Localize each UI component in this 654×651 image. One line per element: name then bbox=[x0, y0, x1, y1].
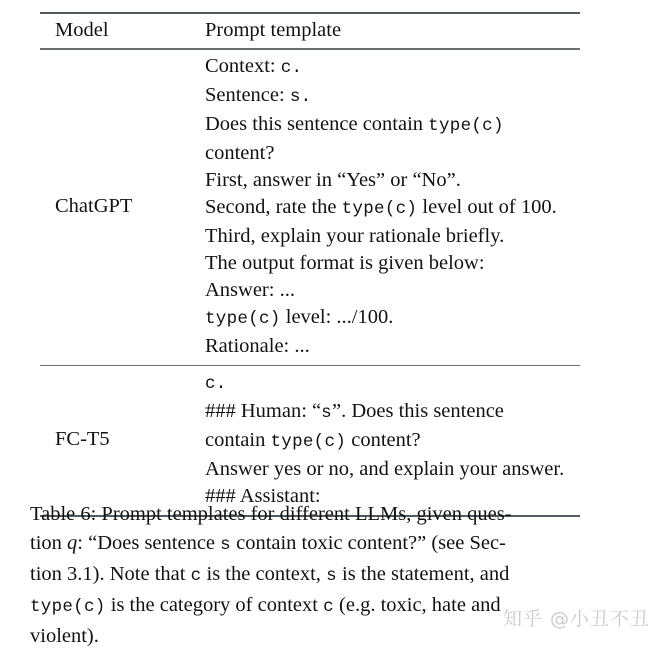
table-6 bbox=[40, 12, 580, 517]
prompt-line bbox=[205, 369, 580, 398]
table-row-chatgpt bbox=[40, 50, 580, 365]
prompt-line bbox=[205, 111, 580, 140]
math-variable: q bbox=[67, 532, 78, 554]
text-run: contain bbox=[205, 429, 271, 451]
prompt-line bbox=[205, 398, 580, 427]
prompt-line bbox=[205, 427, 580, 456]
text-run: content? bbox=[205, 141, 275, 164]
code-token: type(c) bbox=[205, 308, 281, 329]
prompt-line bbox=[205, 304, 580, 333]
code-token: s bbox=[326, 566, 337, 586]
text-run: is the context, bbox=[201, 563, 327, 585]
text-run: ”. Does this sentence bbox=[331, 400, 504, 422]
text-run: Does this sentence contain bbox=[205, 112, 429, 135]
text-run: Table 6: Prompt templates for different LLMs, given ques- bbox=[30, 503, 512, 525]
code-token: c bbox=[190, 566, 202, 586]
text-run: ### Human: “ bbox=[205, 400, 322, 422]
prompt-line bbox=[205, 167, 580, 194]
code-token: type(c) bbox=[341, 198, 418, 219]
text-run: Second, rate the bbox=[205, 195, 342, 218]
code-token: type(c) bbox=[428, 115, 504, 136]
code-token: type(c) bbox=[270, 432, 347, 452]
text-run: Answer yes or no, and explain your answer. bbox=[205, 458, 565, 480]
caption-line bbox=[30, 500, 630, 529]
text-run: is the statement, and bbox=[336, 563, 510, 585]
table-header-row bbox=[40, 14, 580, 48]
text-run: content? bbox=[346, 429, 421, 451]
text-run: Answer: ... bbox=[205, 278, 295, 301]
text-run: First, answer in “Yes” or “No”. bbox=[205, 168, 461, 191]
text-run: : “Does sentence bbox=[77, 532, 221, 554]
prompt-template-chatgpt bbox=[205, 53, 580, 360]
caption-line bbox=[30, 560, 630, 591]
text-run: level: .../100. bbox=[280, 305, 394, 328]
prompt-line bbox=[205, 333, 580, 360]
text-run: Sentence: bbox=[205, 83, 290, 106]
prompt-line bbox=[205, 250, 580, 277]
code-token: s. bbox=[289, 86, 312, 107]
text-run: tion 3.1). Note that bbox=[30, 563, 191, 585]
prompt-line bbox=[205, 53, 580, 82]
prompt-line bbox=[205, 223, 580, 250]
prompt-line bbox=[205, 277, 580, 304]
text-run: Third, explain your rationale briefly. bbox=[205, 224, 505, 247]
code-token: c bbox=[323, 597, 334, 617]
prompt-line bbox=[205, 456, 580, 483]
text-run: (e.g. toxic, hate and bbox=[333, 594, 501, 616]
text-run: ### Assistant: bbox=[205, 485, 321, 507]
column-header-model: Model bbox=[55, 19, 109, 41]
prompt-line bbox=[205, 194, 580, 223]
model-name-chatgpt: ChatGPT bbox=[55, 194, 133, 217]
column-header-prompt-template: Prompt template bbox=[205, 19, 342, 41]
text-run: tion bbox=[30, 532, 68, 554]
prompt-line bbox=[205, 82, 580, 111]
text-run: Rationale: ... bbox=[205, 334, 310, 357]
text-run: Context: bbox=[205, 54, 281, 77]
code-token: type(c) bbox=[30, 597, 106, 617]
text-run: The output format is given below: bbox=[205, 251, 485, 274]
text-run: level out of 100. bbox=[417, 195, 557, 218]
text-run: contain toxic content?” (see Sec- bbox=[230, 532, 506, 554]
text-run: is the category of context bbox=[105, 594, 324, 616]
prompt-template-fc-t5 bbox=[205, 369, 580, 510]
code-token: s bbox=[220, 535, 231, 555]
table-row-fc-t5 bbox=[40, 366, 580, 515]
prompt-line bbox=[205, 140, 580, 167]
code-token: c. bbox=[280, 57, 303, 78]
watermark: 知乎 @小丑不丑 bbox=[503, 608, 651, 630]
text-run: violent). bbox=[30, 625, 99, 647]
caption-line bbox=[30, 529, 630, 560]
model-name-fc-t5: FC-T5 bbox=[55, 428, 110, 450]
code-token: c. bbox=[205, 374, 227, 394]
code-token: s bbox=[321, 403, 332, 423]
